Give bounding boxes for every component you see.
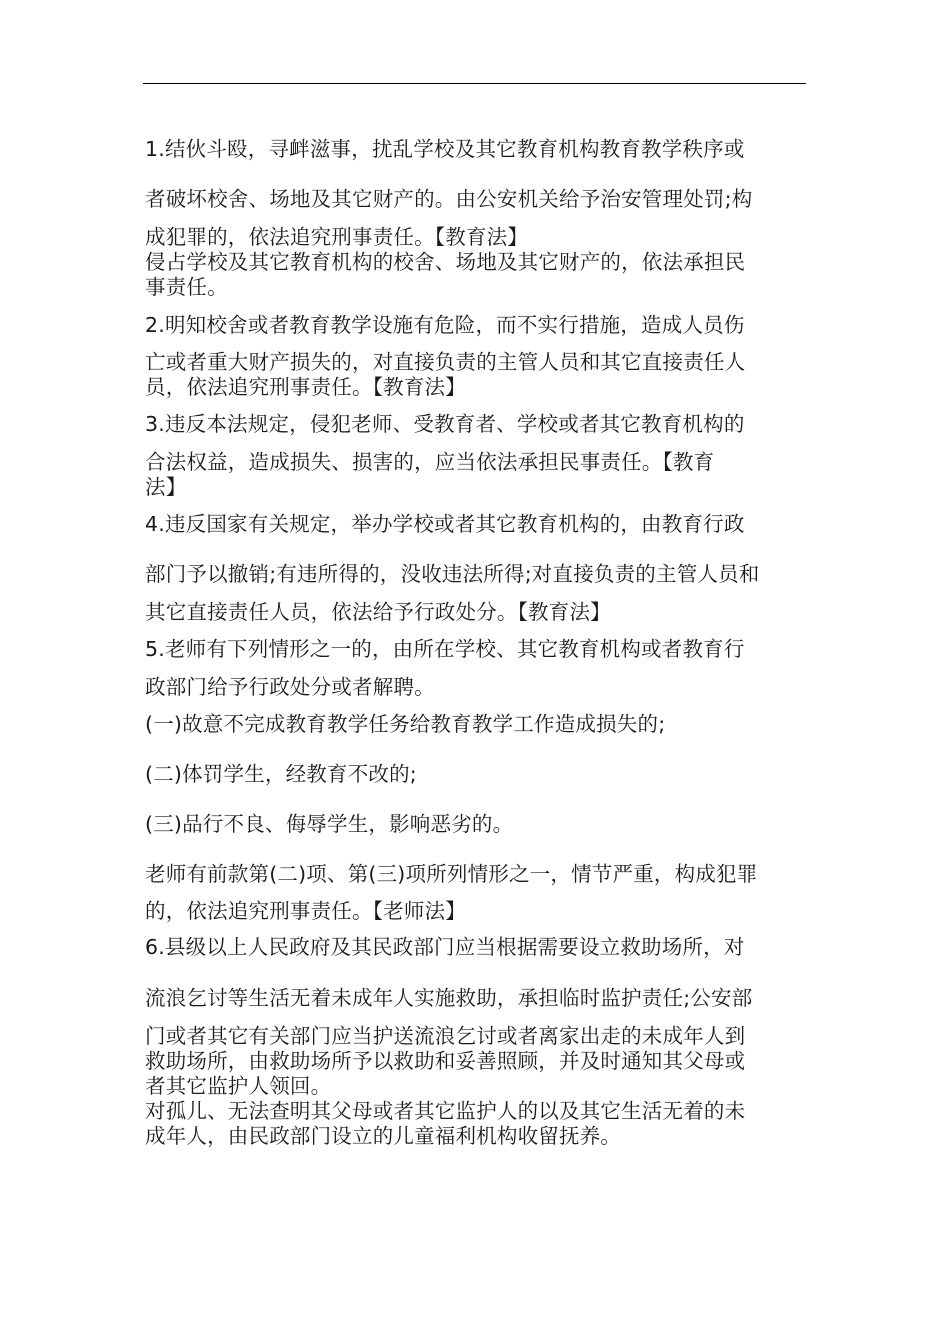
text-line: 事责任。 [145, 275, 228, 299]
text-line: 流浪乞讨等生活无着未成年人实施救助，承担临时监护责任;公安部 [145, 986, 753, 1010]
text-line: 成年人，由民政部门设立的儿童福利机构收留抚养。 [145, 1124, 622, 1148]
text-line: 1.结伙斗殴，寻衅滋事，扰乱学校及其它教育机构教育教学秩序或 [145, 137, 745, 161]
text-line: (一)故意不完成教育教学任务给教育教学工作造成损失的; [145, 712, 666, 736]
text-line: 亡或者重大财产损失的，对直接负责的主管人员和其它直接责任人 [145, 350, 746, 374]
text-line: 法】 [145, 475, 187, 499]
text-line: 政部门给予行政处分或者解聘。 [145, 675, 435, 699]
header-rule [143, 83, 806, 84]
text-line: 者其它监护人领回。 [145, 1074, 332, 1098]
text-line: 的，依法追究刑事责任。【老师法】 [145, 899, 466, 923]
text-line: (三)品行不良、侮辱学生，影响恶劣的。 [145, 812, 514, 836]
text-line: 者破坏校舍、场地及其它财产的。由公安机关给予治安管理处罚;构 [145, 187, 753, 211]
text-line: 5.老师有下列情形之一的，由所在学校、其它教育机构或者教育行 [145, 637, 745, 661]
text-line: 其它直接责任人员，依法给予行政处分。【教育法】 [145, 600, 611, 624]
text-line: (二)体罚学生，经教育不改的; [145, 762, 417, 786]
text-line: 4.违反国家有关规定，举办学校或者其它教育机构的，由教育行政 [145, 512, 745, 536]
text-line: 合法权益，造成损失、损害的，应当依法承担民事责任。【教育 [145, 450, 715, 474]
text-line: 老师有前款第(二)项、第(三)项所列情形之一，情节严重，构成犯罪 [145, 862, 758, 886]
text-line: 员，依法追究刑事责任。【教育法】 [145, 375, 466, 399]
text-line: 6.县级以上人民政府及其民政部门应当根据需要设立救助场所，对 [145, 935, 745, 959]
text-line: 成犯罪的，依法追究刑事责任。【教育法】 [145, 225, 529, 249]
text-line: 门或者其它有关部门应当护送流浪乞讨或者离家出走的未成年人到 [145, 1024, 746, 1048]
text-line: 侵占学校及其它教育机构的校舍、场地及其它财产的，依法承担民 [145, 250, 746, 274]
text-line: 部门予以撤销;有违所得的，没收违法所得;对直接负责的主管人员和 [145, 562, 760, 586]
text-line: 3.违反本法规定，侵犯老师、受教育者、学校或者其它教育机构的 [145, 412, 745, 436]
text-line: 2.明知校舍或者教育教学设施有危险，而不实行措施，造成人员伤 [145, 313, 745, 337]
text-line: 救助场所，由救助场所予以救助和妥善照顾，并及时通知其父母或 [145, 1049, 746, 1073]
text-line: 对孤儿、无法查明其父母或者其它监护人的以及其它生活无着的未 [145, 1099, 746, 1123]
